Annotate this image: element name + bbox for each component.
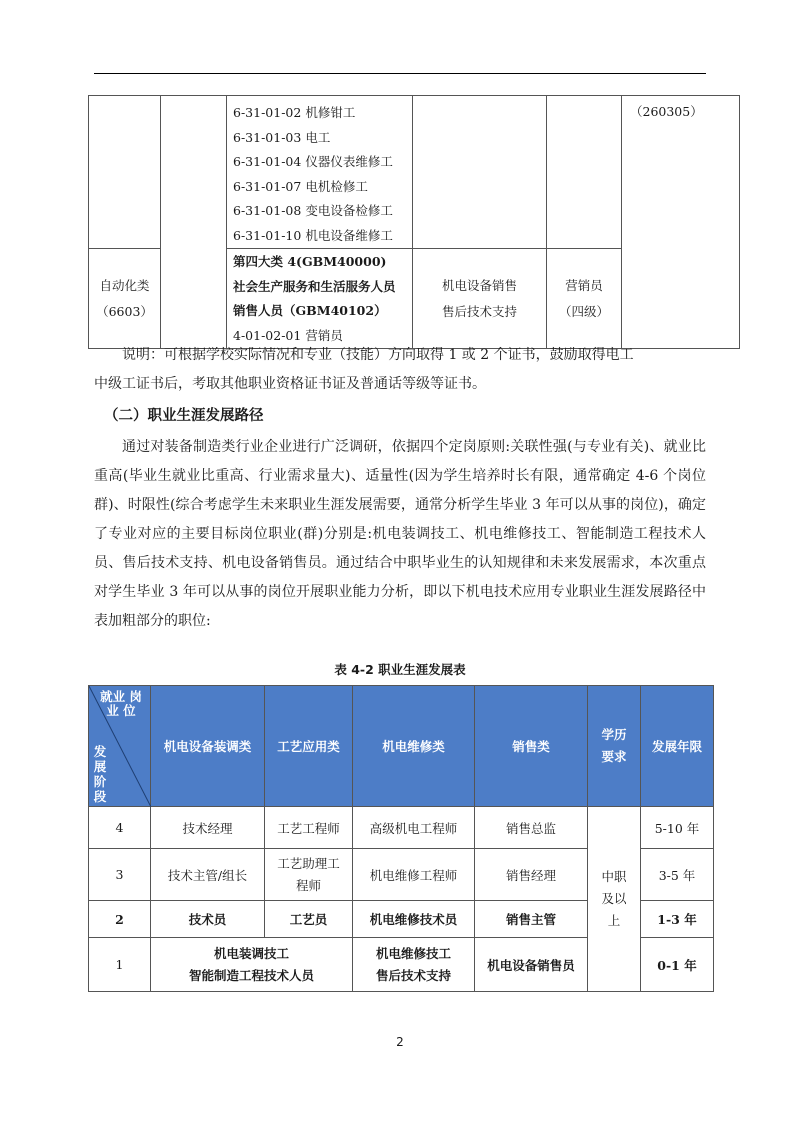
education-line: 中职 bbox=[601, 869, 627, 884]
stage-cell: 4 bbox=[89, 807, 151, 849]
stage-cell: 1 bbox=[89, 938, 151, 992]
table-cell: 机电设备销售员 bbox=[475, 938, 588, 992]
table-cell: 工艺工程师 bbox=[265, 807, 353, 849]
cert-code-cell bbox=[622, 96, 740, 349]
category-line: 销售人员（GBM40102） bbox=[233, 303, 387, 318]
cert-cell-job-empty bbox=[413, 96, 547, 249]
table-title: 表 4-2 职业生涯发展表 bbox=[334, 662, 466, 677]
table-cell: 技术主管/组长 bbox=[151, 849, 265, 901]
occupation-item: 6-31-01-08 变电设备检修工 bbox=[233, 203, 393, 218]
table-cell: 机电维修工程师 bbox=[353, 849, 475, 901]
years-cell: 0-1 年 bbox=[641, 938, 714, 992]
table-cell: 销售经理 bbox=[475, 849, 588, 901]
cert-code: （260305） bbox=[630, 104, 703, 119]
education-line: 上 bbox=[607, 913, 621, 928]
category-line: 社会生产服务和生活服务人员 bbox=[233, 278, 396, 294]
job-line: 售后技术支持 bbox=[441, 303, 517, 319]
certificate-table bbox=[88, 95, 740, 349]
page-number: 2 bbox=[396, 1035, 404, 1049]
occupation-item: 6-31-01-07 电机检修工 bbox=[233, 178, 368, 194]
job-cell bbox=[413, 249, 547, 349]
job-line: 机电设备销售 bbox=[441, 277, 517, 293]
table-cell: 工艺员 bbox=[265, 901, 353, 938]
stage-cell: 2 bbox=[89, 901, 151, 938]
education-line: 及以 bbox=[601, 891, 627, 906]
corner-bottom-left: 发展阶段 bbox=[93, 744, 107, 804]
occupation-item: 6-31-01-10 机电设备维修工 bbox=[233, 227, 393, 243]
major-code: （6603） bbox=[96, 303, 153, 319]
header-cell: 销售类 bbox=[475, 686, 588, 807]
table-cell: 技术员 bbox=[151, 901, 265, 938]
career-header-row bbox=[89, 686, 714, 807]
header-label: 要求 bbox=[601, 749, 627, 764]
table-cell: 技术经理 bbox=[151, 807, 265, 849]
stage-cell: 3 bbox=[89, 849, 151, 901]
cell-line: 售后技术支持 bbox=[375, 967, 451, 983]
note-paragraph bbox=[94, 341, 706, 399]
table-cell bbox=[353, 938, 475, 992]
cert-cell bbox=[547, 249, 622, 349]
table-cell: 销售总监 bbox=[475, 807, 588, 849]
category-cell bbox=[227, 249, 413, 349]
years-cell: 3-5 年 bbox=[641, 849, 714, 901]
occupation-item: 6-31-01-04 仪器仪表维修工 bbox=[233, 154, 393, 169]
education-cell bbox=[588, 807, 641, 992]
body-paragraph bbox=[94, 433, 706, 636]
corner-top-right bbox=[96, 690, 146, 718]
occupation-item: 6-31-01-02 机修钳工 bbox=[233, 105, 356, 120]
table-row bbox=[89, 807, 714, 849]
cert-cell-cert-empty bbox=[547, 96, 622, 249]
cell-line: 机电装调技工 bbox=[213, 945, 289, 961]
cert-cell-major-empty bbox=[89, 96, 161, 249]
header-cell: 机电设备装调类 bbox=[151, 686, 265, 807]
cert-row-1 bbox=[89, 96, 740, 249]
table-cell bbox=[265, 849, 353, 901]
header-rule bbox=[94, 73, 706, 74]
header-cell: 发展年限 bbox=[641, 686, 714, 807]
category-line: 第四大类 4(GBM40000) bbox=[233, 254, 387, 269]
header-cell-education bbox=[588, 686, 641, 807]
cert-line: 营销员 bbox=[565, 277, 603, 293]
section-heading: （二）职业生涯发展路径 bbox=[104, 407, 264, 424]
occupation-item: 4-01-02-01 营销员 bbox=[233, 327, 343, 343]
cell-line: 工艺助理工 bbox=[277, 855, 340, 871]
cell-line: 机电维修技工 bbox=[375, 945, 451, 961]
table-cell: 机电维修技术员 bbox=[353, 901, 475, 938]
table-cell: 销售主管 bbox=[475, 901, 588, 938]
cert-line: （四级） bbox=[558, 303, 609, 319]
header-cell: 机电维修类 bbox=[353, 686, 475, 807]
career-table bbox=[88, 685, 714, 992]
note-line: 说明：可根据学校实际情况和专业（技能）方向取得 1 或 2 个证书，鼓励取得电工 bbox=[122, 347, 634, 363]
corner-cell bbox=[89, 686, 151, 807]
corner-label: 就业 岗 bbox=[100, 689, 142, 704]
years-cell: 1-3 年 bbox=[641, 901, 714, 938]
body-text: 通过对装备制造类行业企业进行广泛调研，依据四个定岗原则:关联性强(与专业有关)、就业比重高(毕业生就业比重高、行业需求量大)、适量性(因为学生培养时长有限，通常确定 4-6 个岗位群)、时限性(综合考虑学生未来职业生涯发展需要，通常分析学生毕业 3 年可以从事的岗位)，确定了专业对应的主要目标岗位职业(群)分别是:机电装调技工、机电维修技工、智能制造工程技术人员、售后技术支持、机电设备销售员。通过结合中职毕业生的认知规律和未来发展需求，本次重点对学生毕业 3 年可以从事的岗位开展职业能力分析，即以下机电技术应用专业职业生涯发展路径中表加粗部分的职位: bbox=[94, 439, 706, 629]
table-cell bbox=[151, 938, 353, 992]
header-cell: 工艺应用类 bbox=[265, 686, 353, 807]
occupation-list bbox=[227, 96, 413, 249]
table-cell: 高级机电工程师 bbox=[353, 807, 475, 849]
corner-label: 业 位 bbox=[106, 703, 136, 718]
major-cell bbox=[89, 249, 161, 349]
header-label: 学历 bbox=[601, 727, 627, 742]
note-line: 中级工证书后，考取其他职业资格证书证及普通话等级等证书。 bbox=[94, 376, 486, 392]
cell-line: 程师 bbox=[295, 877, 321, 893]
occupation-item: 6-31-01-03 电工 bbox=[233, 129, 331, 145]
major-name: 自动化类 bbox=[99, 277, 150, 293]
cell-line: 智能制造工程技术人员 bbox=[188, 967, 314, 983]
cert-cell-col2 bbox=[161, 96, 227, 349]
years-cell: 5-10 年 bbox=[641, 807, 714, 849]
